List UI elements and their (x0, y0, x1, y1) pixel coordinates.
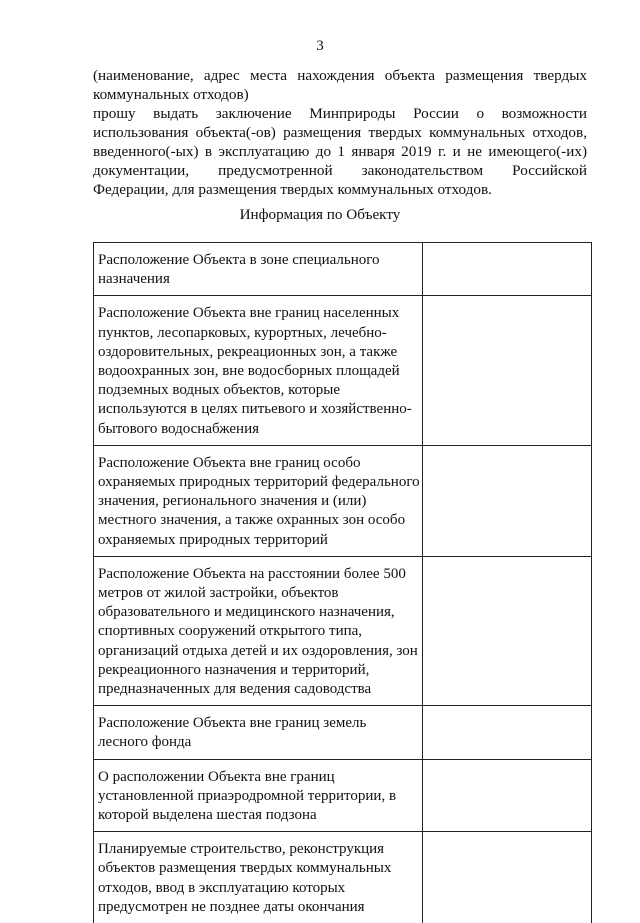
object-info-table (93, 242, 592, 923)
row-value-planned-construction (423, 832, 592, 923)
table-row (94, 445, 592, 556)
row-label-outside-settlements: Расположение Объекта вне границ населенных пунктов, лесопарковых, курортных, лечебно-оздоровительных, рекреационных зон, а также водоохранных зон, вне водосборных площадей подземных водных объектов, которые используются в целях питьевого и хозяйственно-бытового водоснабжения (94, 296, 423, 445)
table-row (94, 759, 592, 832)
row-value-airfield-territory (423, 759, 592, 832)
table-row (94, 243, 592, 296)
table-row (94, 706, 592, 759)
table-row (94, 832, 592, 923)
row-value-forest-fund (423, 706, 592, 759)
row-label-planned-construction: Планируемые строительство, реконструкция объектов размещения твердых коммунальных отходов, ввод в эксплуатацию которых предусмотрен не позднее даты окончания (94, 832, 423, 923)
intro-text (93, 66, 587, 199)
intro-paragraph-request: прошу выдать заключение Минприроды России о возможности использования объекта(-ов) размещения твердых коммунальных отходов, введенного(-ых) в эксплуатацию до 1 января 2019 г. и не имеющего(-их) документации, предусмотренной законодательством Российской Федерации, для размещения твердых коммунальных отходов. (93, 105, 587, 198)
row-value-outside-settlements (423, 296, 592, 445)
section-title: Информация по Объекту (239, 206, 401, 223)
row-value-distance-500m (423, 556, 592, 705)
row-label-airfield-territory: О расположении Объекта вне границ установленной приаэродромной территории, в которой выделена шестая подзона (94, 759, 423, 832)
table-row (94, 556, 592, 705)
row-label-distance-500m: Расположение Объекта на расстоянии более 500 метров от жилой застройки, объектов образовательного и медицинского назначения, спортивных сооружений открытого типа, организаций отдыха детей и их оздоровления, зон рекреационного назначения и территорий, предназначенных для ведения садоводства (94, 556, 423, 705)
row-label-forest-fund: Расположение Объекта вне границ земель лесного фонда (94, 706, 423, 759)
row-value-protected-areas (423, 445, 592, 556)
intro-paragraph-object-name: (наименование, адрес места нахождения объекта размещения твердых коммунальных отходов) (93, 67, 587, 103)
row-label-special-zone: Расположение Объекта в зоне специального назначения (94, 243, 423, 296)
row-value-special-zone (423, 243, 592, 296)
page-number: 3 (316, 38, 324, 54)
row-label-protected-areas: Расположение Объекта вне границ особо охраняемых природных территорий федерального значения, регионального значения и (или) местного значения, а также охранных зон особо охраняемых природных территорий (94, 445, 423, 556)
table-row (94, 296, 592, 445)
